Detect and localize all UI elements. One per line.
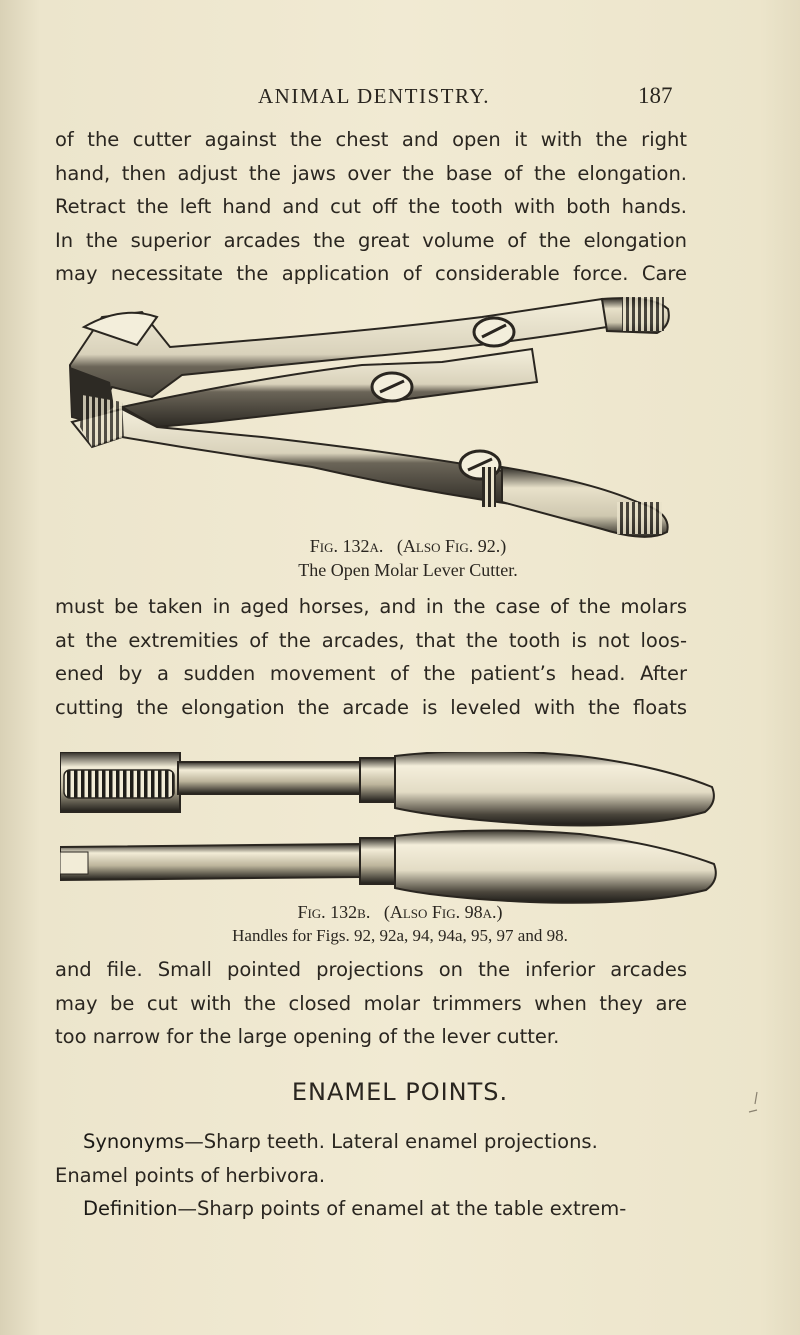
paragraph-3 bbox=[55, 953, 687, 1054]
text-line: may be cut with the closed molar trimmers when they are bbox=[55, 991, 687, 1015]
definition-entry bbox=[55, 1192, 695, 1226]
text-line: In the superior arcades the great volume of the elongation bbox=[55, 228, 687, 252]
definition-text: —Sharp points of enamel at the table extrem- bbox=[177, 1197, 627, 1220]
text-line: and file. Small pointed projections on the inferior arcades bbox=[55, 958, 687, 981]
figure-reference: (Also Fig. 98a.) bbox=[383, 902, 503, 922]
text-line: ened by a sudden movement of the patient’s head. After bbox=[55, 662, 687, 685]
definitions bbox=[55, 1125, 695, 1226]
text-line: may necessitate the application of considerable force. Care bbox=[55, 262, 687, 285]
synonyms-continued: Enamel points of herbivora. bbox=[55, 1163, 326, 1187]
synonyms-label: Synonyms bbox=[83, 1130, 185, 1153]
text-line: at the extremities of the arcades, that the tooth is not loos- bbox=[55, 628, 687, 652]
figure-1-title: The Open Molar Lever Cutter. bbox=[298, 560, 518, 580]
text-line: cutting the elongation the arcade is leveled with the floats bbox=[55, 695, 687, 719]
figure-reference: (Also Fig. 92.) bbox=[396, 536, 507, 556]
text-line: hand, then adjust the jaws over the base of the elongation. bbox=[55, 161, 687, 185]
figure-1-caption bbox=[8, 536, 800, 557]
paragraph-2 bbox=[55, 590, 687, 724]
running-header bbox=[0, 80, 800, 110]
definition-label: Definition bbox=[83, 1197, 178, 1220]
text-line: too narrow for the large opening of the lever cutter. bbox=[55, 1025, 560, 1048]
figure-number: Fig. 132b. bbox=[297, 902, 371, 922]
figure-2-title: Handles for Figs. 92, 92a, 94, 94a, 95, 97 and 98. bbox=[232, 926, 568, 945]
synonyms-text: —Sharp teeth. Lateral enamel projections. bbox=[184, 1130, 598, 1153]
section-heading: ENAMEL POINTS. bbox=[291, 1078, 509, 1106]
figure-number: Fig. 132a. bbox=[309, 536, 384, 556]
paragraph-1 bbox=[55, 123, 687, 291]
handles-illustration bbox=[60, 752, 720, 907]
text-line: must be taken in aged horses, and in the case of the molars bbox=[55, 595, 687, 618]
running-title: ANIMAL DENTISTRY. bbox=[258, 84, 491, 108]
page-number: 187 bbox=[638, 83, 673, 108]
figure-2-caption bbox=[0, 902, 800, 923]
synonyms-entry bbox=[55, 1125, 695, 1159]
text-line: Retract the left hand and cut off the tooth with both hands. bbox=[55, 195, 687, 218]
lever-cutter-illustration bbox=[62, 287, 674, 543]
pencil-mark-icon bbox=[745, 1090, 765, 1120]
text-line: of the cutter against the chest and open it with the right bbox=[55, 128, 687, 151]
